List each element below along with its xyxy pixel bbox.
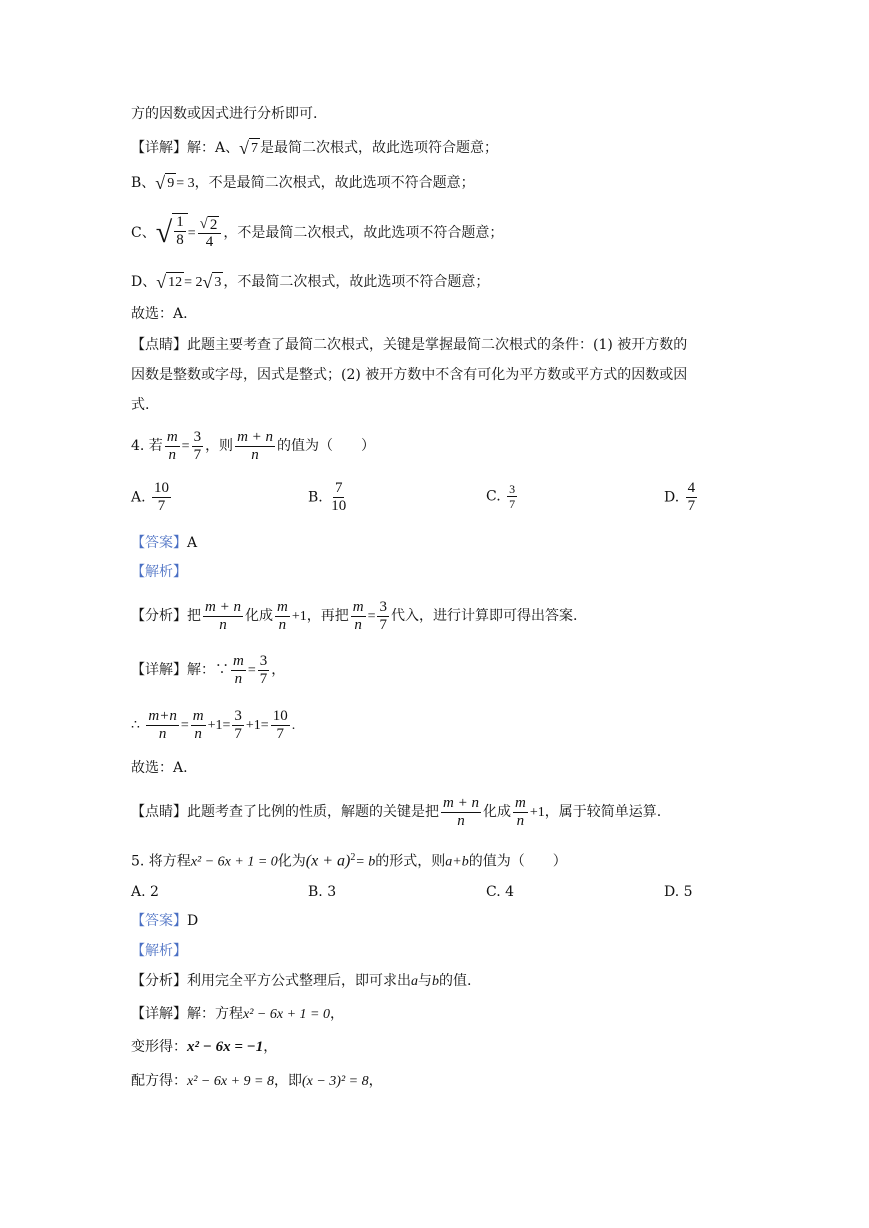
answer-choice-line: 故选：A. (131, 760, 188, 776)
denominator: 4 (205, 233, 214, 250)
analysis-tag: 【分析】 (131, 608, 187, 624)
denominator: 8 (176, 232, 184, 248)
option-c: C. 4 (486, 884, 515, 900)
sqrt-7: √ 7 (239, 138, 259, 158)
radicand: 9 (165, 173, 176, 193)
text: C、 (131, 225, 156, 241)
radicand: 12 (166, 272, 184, 292)
comment-line (131, 365, 687, 385)
fraction-mpn-over-n: $\frac{m + n}{n}$ (237, 428, 274, 463)
text: ，则 (205, 438, 234, 454)
option-b: B. 3 (308, 884, 337, 900)
sqrt-12: √ 12 (156, 272, 183, 292)
detail-line-a (131, 138, 498, 158)
fraction-m-over-n: $\frac{m}{n}$ (166, 428, 178, 463)
text: 故选：A. (131, 306, 188, 322)
fraction-3-7: $\frac{3}{7}$ (193, 428, 202, 463)
question-number: 5. 将方程 (131, 853, 191, 870)
sqrt-3: √ 3 (202, 272, 222, 292)
comment-label: 【点睛】 (131, 337, 187, 353)
answer-label: 【答案】 (131, 535, 187, 551)
option-d: D. 5 (664, 884, 693, 900)
text: ，不是最简二次根式，故此选项不符合题意； (223, 225, 504, 241)
radicand: 2 (209, 216, 218, 233)
answer-choice-line (131, 304, 188, 324)
text: 此题主要考查了最简二次根式，关键是掌握最简二次根式的条件：(1) 被开方数的 (187, 337, 688, 353)
text: ，不最简二次根式，故此选项不符合题意； (223, 274, 490, 290)
detail-line-4: 【详解】解：∵ $\frac{m}{n}$ = $\frac{3}{7}$ ， (131, 652, 286, 687)
question-4: 4. 若 $\frac{m}{n}$ = $\frac{3}{7}$ ，则 $\frac{m + n}{n}$ 的值为（ ） (131, 428, 376, 463)
analysis-label-5: 【解析】 (131, 943, 187, 959)
math: = 2 (184, 275, 203, 290)
question-number: 4. 若 (131, 438, 163, 454)
option-c: C. $\frac{3}{7}$ (486, 482, 516, 511)
radicand: 3 (212, 272, 223, 292)
answer-value: D (187, 913, 199, 929)
option-d: D. $\frac{4}{7}$ (664, 480, 696, 514)
text: ，不是最简二次根式，故此选项不符合题意； (194, 175, 475, 191)
math: = 3 (176, 176, 195, 191)
equation-line-4: ∴ $\frac{m+n}{n}$ = $\frac{m}{n}$ +1= $\frac{3}{7}$ +1= $\frac{10}{7}$ . (131, 707, 296, 742)
numerator: 1 (176, 214, 184, 230)
comment-line (131, 335, 687, 355)
comment-line (131, 395, 149, 415)
detail-label: 【详解】 (131, 140, 187, 156)
comment-line-4: 【点睛】此题考查了比例的性质，解题的关键是把 $\frac{m + n}{n}$ 化成 $\frac{m}{n}$ +1，属于较简单运算. (131, 794, 662, 829)
analysis-line-4: 【分析】把 $\frac{m + n}{n}$ 化成 $\frac{m}{n}$ +1，再把 $\frac{m}{n}$ = $\frac{3}{7}$ 代入，进行计算即可得出答案. (131, 598, 578, 633)
transform-line: 变形得：x² − 6x = −1， (131, 1039, 278, 1055)
answer-line-4 (131, 533, 197, 553)
text: B、 (131, 175, 156, 191)
answer-value: A (187, 535, 198, 551)
text: 因数是整数或字母，因式是整式；(2) 被开方数中不含有可化为平方数或平方式的因数或因 (131, 367, 688, 383)
option-b: B. $\frac{7}{10}$ (308, 480, 347, 514)
text: 是最简二次根式，故此选项符合题意； (260, 140, 499, 156)
question-5: 5. 将方程x² − 6x + 1 = 0化为$(x + a)^2= b$的形式，则a+b的值为（ ） (131, 852, 567, 870)
sqrt-9: √ 9 (155, 173, 175, 193)
complete-square-line: 配方得：x² − 6x + 9 = 8，即(x − 3)² = 8， (131, 1073, 383, 1089)
analysis-line-5: 【分析】利用完全平方公式整理后，即可求出a与b的值. (131, 973, 472, 989)
text: 解：A、 (187, 140, 240, 156)
option-a: A. $\frac{10}{7}$ (131, 480, 170, 514)
text: 式. (131, 397, 150, 413)
radicand: 7 (249, 138, 260, 158)
detail-line-c (131, 211, 503, 256)
detail-line-b (131, 173, 475, 194)
text: 的值为（ ） (277, 438, 376, 454)
detail-line-d (131, 272, 489, 293)
sqrt-fraction: √ $\frac{1}{8}$ (156, 213, 188, 253)
answer-line-5: 【答案】D (131, 913, 199, 929)
text: 方的因数或因式进行分析即可. (131, 106, 318, 122)
text: D、 (131, 274, 157, 290)
fraction: √ 2 4 (198, 215, 222, 250)
option-a: A. 2 (131, 884, 159, 900)
analysis-label-4: 【解析】 (131, 564, 187, 580)
text-line (131, 104, 317, 124)
detail-line-5: 【详解】解：方程x² − 6x + 1 = 0， (131, 1006, 344, 1022)
math: = (187, 226, 196, 241)
